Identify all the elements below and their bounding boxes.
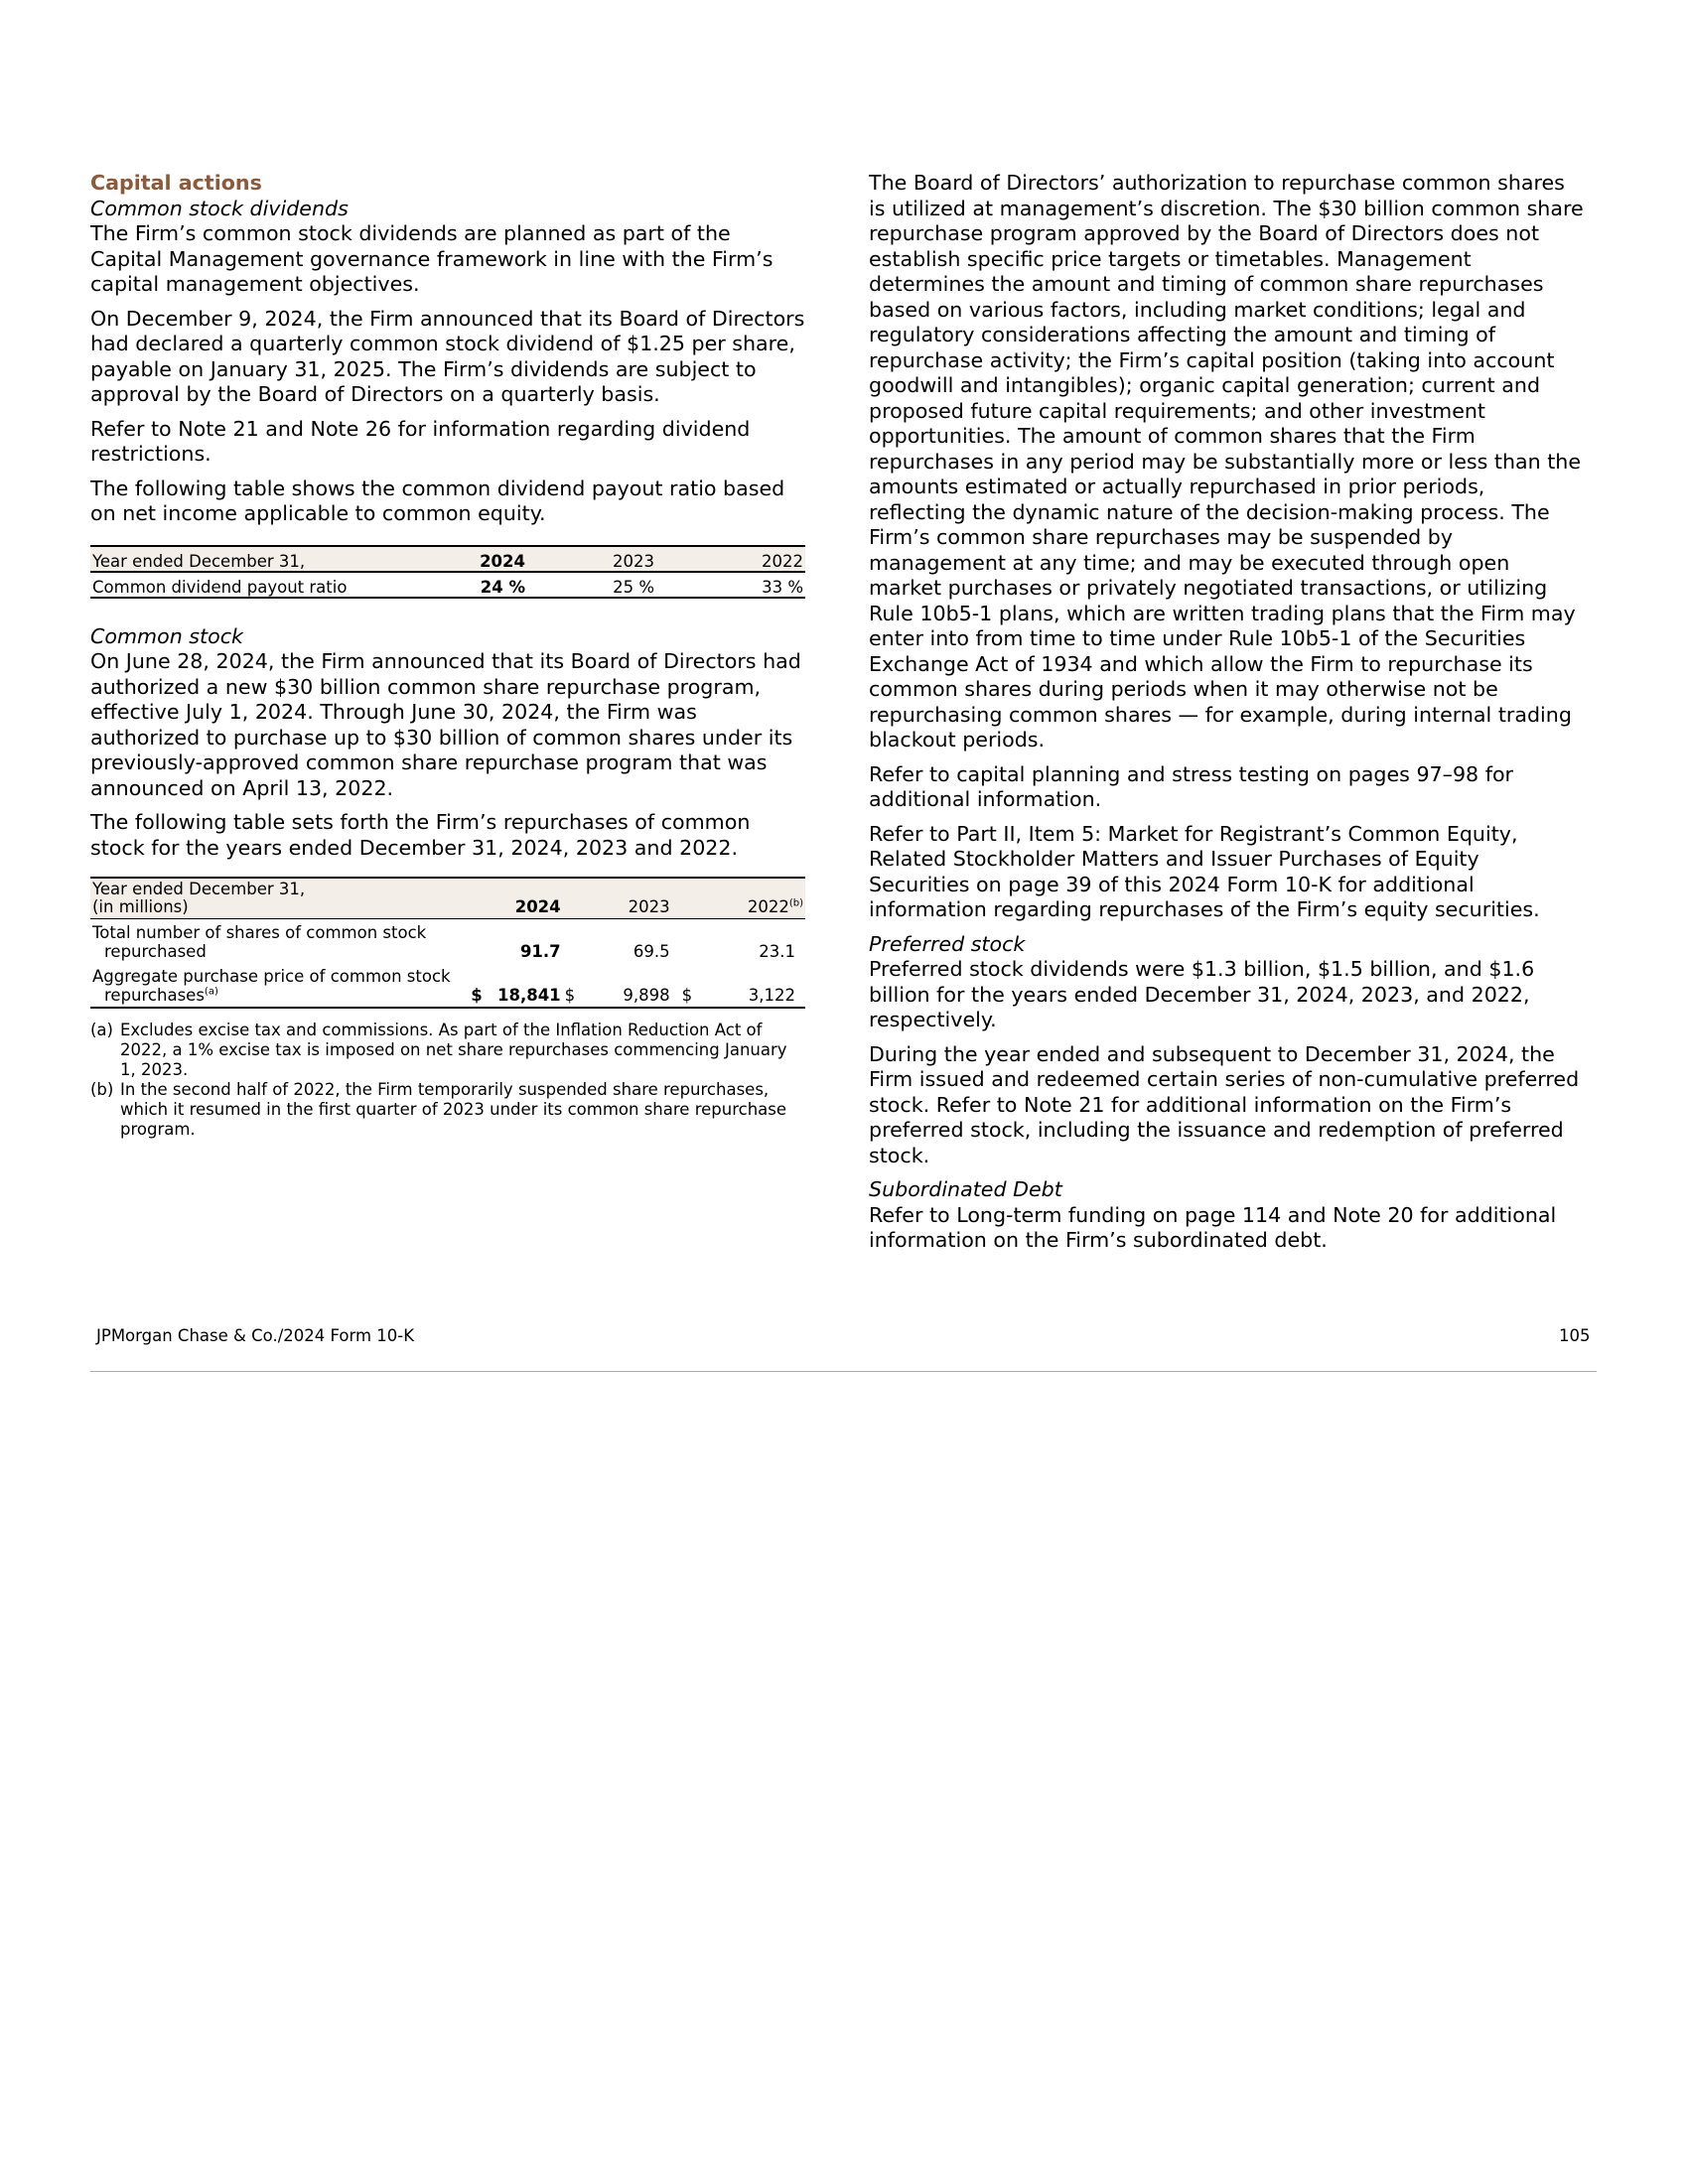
footnote-marker: (b) [90, 1080, 114, 1099]
paragraph: During the year ended and subsequent to December 31, 2024, the Firm issued and redeemed certain series of non-cumulative preferred stock. Refer to Note 21 for additional information on the Firm’s preferred stock, including the issuance and redemption of preferred stock. [869, 1041, 1580, 1167]
subheading-preferred-stock: Preferred stock [869, 931, 1026, 956]
footer-divider [90, 1371, 1597, 1372]
table-row [90, 965, 805, 1008]
paragraph: Preferred stock dividends were $1.3 billion, $1.5 billion, and $1.6 billion for the years ended December 31, 2024, 2023, and 2022, respectively. [869, 957, 1535, 1031]
table-cell [90, 919, 469, 966]
subheading-common-stock-dividends: Common stock dividends [90, 196, 349, 220]
footnote-ref: (a) [204, 986, 218, 998]
paragraph: On December 9, 2024, the Firm announced that its Board of Directors had declared a quarterly common stock dividend of $1.25 per share, payable on January 31, 2025. The Firm’s dividends are subject to approval by the Board of Directors on a quarterly basis. [90, 306, 805, 406]
table-cell: 23.1 [759, 942, 795, 961]
footnote-b [90, 1080, 805, 1140]
right-column [869, 171, 1584, 1263]
header-line: Year ended December 31, [92, 880, 306, 898]
dividend-payout-table [90, 545, 805, 599]
table-cell: 91.7 [519, 942, 561, 961]
paragraph: The following table shows the common dividend payout ratio based on net income applicable to common equity. [90, 476, 785, 525]
row-label-line: Aggregate purchase price of common stock [92, 967, 451, 986]
footnote-a [90, 1021, 805, 1080]
table-header-cell: 2023 [586, 878, 680, 919]
row-label-line [92, 986, 218, 1005]
table-cell: 33 % [686, 572, 805, 598]
footnote-text: Excludes excise tax and commissions. As part of the Inflation Reduction Act of 2022, a 1% excise tax is imposed on net share repurchases commencing January 1, 2023. [120, 1021, 787, 1079]
currency-symbol: $ [563, 965, 586, 1008]
paragraph: The Board of Directors’ authorization to repurchase common shares is utilized at management’s discretion. The $30 billion common share repurchase program approved by the Board of Directors does not establish specific price targets or timetables. Management determines the amount and timing of common share repurchases based on various factors, including market conditions; legal and regulatory considerations affecting the amount and timing of repurchase activity; the Firm’s capital position (taking into account goodwill and intangibles); organic capital generation; current and proposed future capital requirements; and other investment opportunities. The amount of common shares that the Firm repurchases in any period may be substantially more or less than the amounts estimated or actually repurchased in prior periods, reflecting the dynamic nature of the decision-making process. The Firm’s common share repurchases may be suspended by management at any time; and may be executed through open market purchases or privately negotiated transactions, or utilizing Rule 10b5-1 plans, which are written trading plans that the Firm may enter into from time to time under Rule 10b5-1 of the Securities Exchange Act of 1934 and which allow the Firm to repurchase its common shares during periods when it may otherwise not be repurchasing common shares — for example, during internal trading blackout periods. [869, 171, 1584, 751]
footnote-text: In the second half of 2022, the Firm temporarily suspended share repurchases, which it resumed in the first quarter of 2023 under its common share repurchase program. [120, 1080, 787, 1139]
table-cell: 69.5 [633, 942, 670, 961]
row-label-line: repurchased [104, 942, 207, 961]
footnotes [90, 1021, 805, 1140]
table-header-cell: 2023 [557, 546, 686, 572]
currency-symbol: $ [469, 965, 492, 1008]
subheading-common-stock: Common stock [90, 623, 243, 648]
table-cell: 9,898 [586, 965, 680, 1008]
section-title: Capital actions [90, 171, 262, 195]
paragraph: Refer to Note 21 and Note 26 for information regarding dividend restrictions. [90, 416, 751, 466]
table-row [90, 572, 805, 598]
footnote-ref: (b) [788, 897, 803, 909]
table-header-row [90, 878, 805, 919]
year-label: 2022 [747, 897, 789, 916]
row-label-line: Total number of shares of common stock [92, 923, 427, 942]
paragraph: Refer to Long-term funding on page 114 and Note 20 for additional information on the Firm’s subordinated debt. [869, 1202, 1557, 1252]
table-cell [90, 965, 469, 1008]
paragraph: Refer to capital planning and stress testing on pages 97–98 for additional information. [869, 761, 1514, 811]
table-cell: 25 % [557, 572, 686, 598]
table-header-cell: 2024 [428, 546, 557, 572]
row-label-text: repurchases [104, 986, 205, 1005]
table-header-row [90, 546, 805, 572]
table-cell: Common dividend payout ratio [90, 572, 428, 598]
subheading-subordinated-debt: Subordinated Debt [869, 1177, 1062, 1201]
footer-document-title: JPMorgan Chase & Co./2024 Form 10-K [96, 1326, 415, 1345]
table-cell: 18,841 [492, 965, 562, 1008]
header-line: (in millions) [92, 897, 189, 916]
paragraph: On June 28, 2024, the Firm announced that its Board of Directors had authorized a new $30 billion common share repurchase program, effective July 1, 2024. Through June 30, 2024, the Firm was authorized to purchase up to $30 billion of common shares under its previously-approved common share repurchase program that was announced on April 13, 2022. [90, 649, 801, 800]
table-cell: 24 % [428, 572, 557, 598]
table-row [90, 919, 805, 966]
paragraph: Refer to Part II, Item 5: Market for Registrant’s Common Equity, Related Stockholder Matters and Issuer Purchases of Equity Securities on page 39 of this 2024 Form 10-K for additional information regarding repurchases of the Firm’s equity securities. [869, 821, 1540, 921]
paragraph: The following table sets forth the Firm’s repurchases of common stock for the years ended December 31, 2024, 2023 and 2022. [90, 810, 751, 860]
table-header-cell: Year ended December 31, [90, 546, 428, 572]
paragraph: The Firm’s common stock dividends are planned as part of the Capital Management governance framework in line with the Firm’s capital management objectives. [90, 221, 774, 296]
left-column [90, 171, 805, 1140]
table-header-cell: 2022 [686, 546, 805, 572]
currency-symbol: $ [680, 965, 703, 1008]
repurchase-table [90, 877, 805, 1009]
table-cell: 3,122 [703, 965, 805, 1008]
footnote-marker: (a) [90, 1021, 113, 1039]
page-number: 105 [1559, 1326, 1591, 1345]
table-header-cell [90, 878, 469, 919]
table-header-cell [703, 878, 805, 919]
table-header-cell: 2024 [492, 878, 562, 919]
